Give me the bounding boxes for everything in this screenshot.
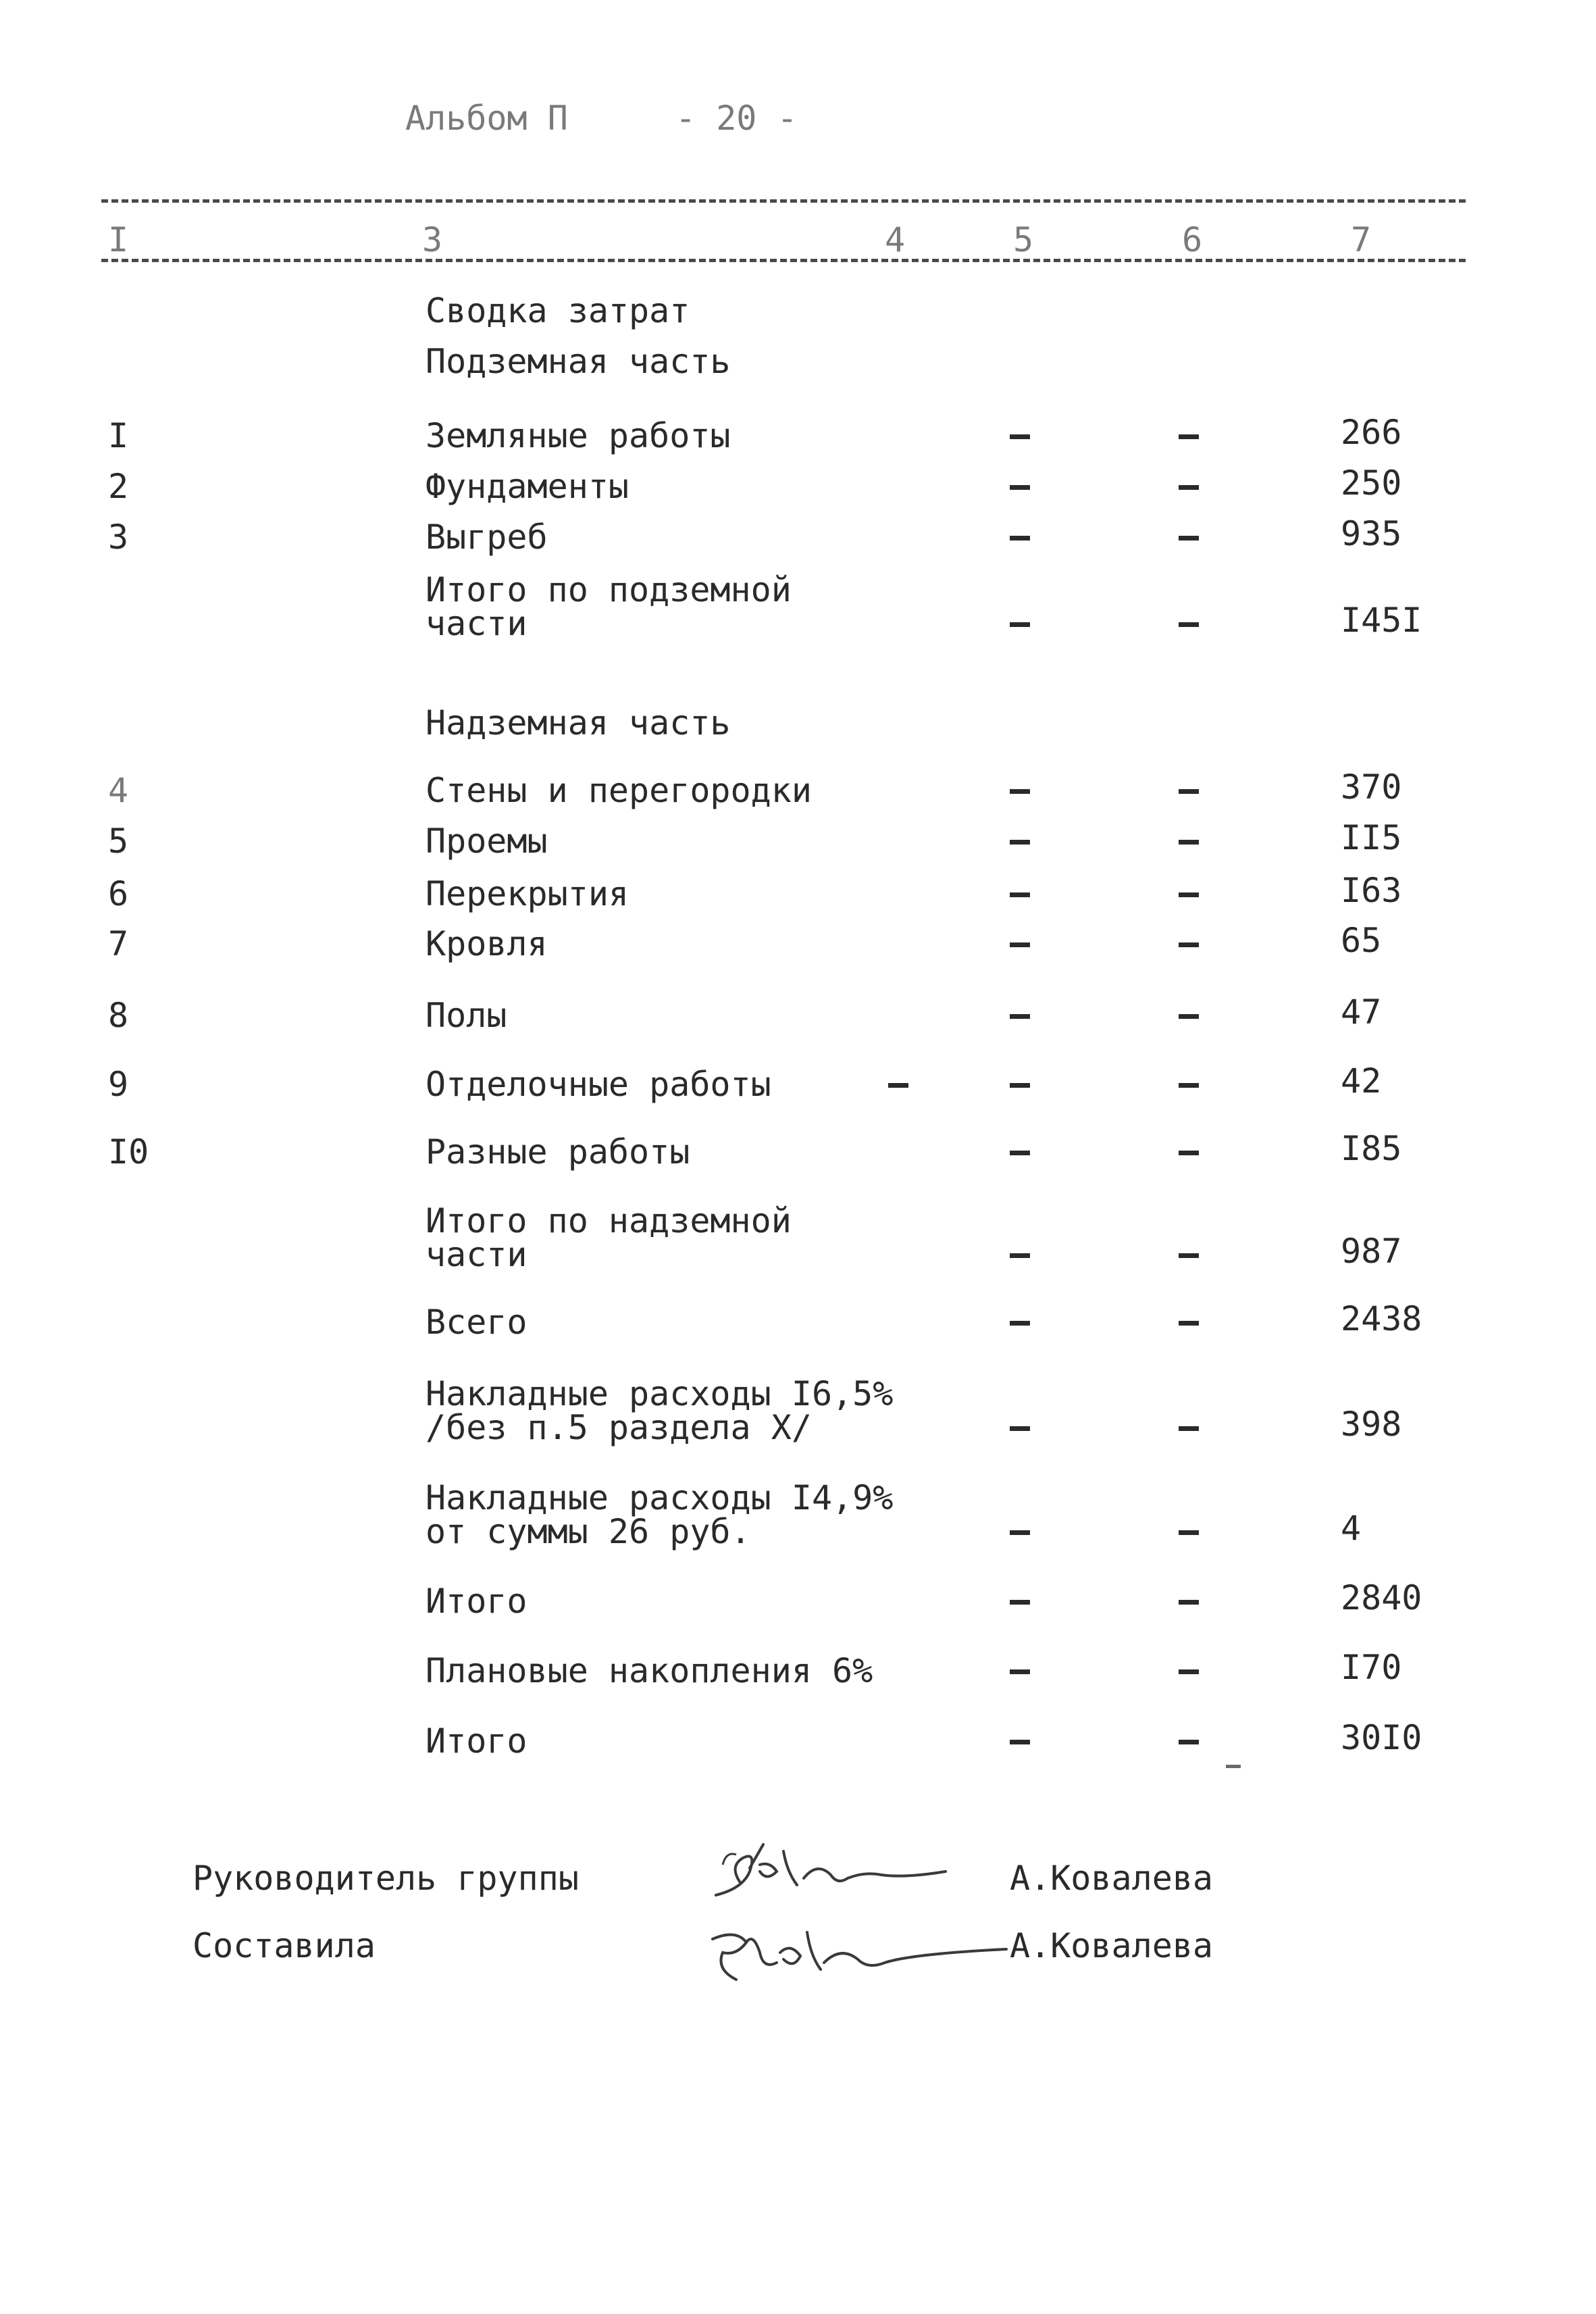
row-value: 935 bbox=[1341, 514, 1402, 553]
col5-dash bbox=[1010, 1321, 1030, 1326]
col6-dash bbox=[1179, 1151, 1199, 1155]
col6-dash bbox=[1179, 536, 1199, 540]
summary-name: Всего bbox=[426, 1303, 527, 1342]
col6-dash bbox=[1179, 434, 1199, 439]
subsection-title-aboveground: Надземная часть bbox=[426, 703, 731, 743]
col6-dash bbox=[1179, 1083, 1199, 1088]
col5-dash bbox=[1010, 1669, 1030, 1674]
col6-dash bbox=[1179, 1426, 1199, 1431]
col4-dash bbox=[888, 1083, 908, 1088]
col5-dash bbox=[1010, 434, 1030, 439]
subsection-title-underground: Подземная часть bbox=[426, 342, 731, 381]
col6-dash bbox=[1179, 1669, 1199, 1674]
row-name: Стены и перегородки bbox=[426, 771, 812, 810]
row-number: 2 bbox=[108, 467, 129, 506]
row-number: 3 bbox=[108, 518, 129, 557]
row-name: Проемы bbox=[426, 822, 548, 861]
col-header-6: 6 bbox=[1182, 220, 1203, 259]
col5-dash bbox=[1010, 1253, 1030, 1258]
row-name: Кровля bbox=[426, 924, 548, 963]
summary-name-line1: Накладные расходы I4,9% bbox=[426, 1478, 894, 1517]
col5-dash bbox=[1010, 1600, 1030, 1605]
row-value: 370 bbox=[1341, 768, 1402, 807]
row-name: Фундаменты bbox=[426, 467, 629, 506]
col5-dash bbox=[1010, 1151, 1030, 1155]
col-header-3: 3 bbox=[422, 220, 443, 259]
handwritten-signature-2 bbox=[696, 1905, 1020, 2000]
col5-dash bbox=[1010, 1014, 1030, 1019]
row-value: 65 bbox=[1341, 921, 1382, 960]
col5-dash bbox=[1010, 1426, 1030, 1431]
col5-dash bbox=[1010, 942, 1030, 947]
album-label: Альбом П bbox=[405, 99, 568, 138]
row-name: Полы bbox=[426, 996, 507, 1035]
row-value: 42 bbox=[1341, 1061, 1382, 1101]
summary-name: Плановые накопления 6% bbox=[426, 1651, 873, 1690]
signature-name: А.Ковалева bbox=[1010, 1926, 1214, 1965]
total-name-line2: части bbox=[426, 604, 527, 643]
col-header-7: 7 bbox=[1351, 220, 1372, 259]
total-name-line2: части bbox=[426, 1235, 527, 1274]
col6-dash bbox=[1179, 942, 1199, 947]
col6-dash bbox=[1179, 840, 1199, 845]
col-header-1: I bbox=[108, 220, 129, 259]
col5-dash bbox=[1010, 622, 1030, 627]
summary-name: Итого bbox=[426, 1582, 527, 1621]
row-value: I70 bbox=[1341, 1648, 1402, 1687]
row-value: 47 bbox=[1341, 992, 1382, 1032]
row-value: 4 bbox=[1341, 1509, 1362, 1548]
row-value: 250 bbox=[1341, 463, 1402, 503]
col5-dash bbox=[1010, 536, 1030, 540]
section-title: Сводка затрат bbox=[426, 291, 690, 330]
row-number: 8 bbox=[108, 996, 129, 1035]
page-number: - 20 - bbox=[675, 99, 798, 138]
col-header-4: 4 bbox=[885, 220, 906, 259]
row-name: Разные работы bbox=[426, 1132, 690, 1172]
signature-role: Составила bbox=[192, 1926, 376, 1965]
total-name-line1: Итого по подземной bbox=[426, 570, 792, 609]
row-number: I bbox=[108, 416, 129, 455]
row-number: 6 bbox=[108, 874, 129, 913]
col5-dash bbox=[1010, 1083, 1030, 1088]
row-value: I85 bbox=[1341, 1129, 1402, 1168]
handwritten-signature-1 bbox=[702, 1824, 986, 1912]
row-value: I63 bbox=[1341, 871, 1402, 910]
row-number: I0 bbox=[108, 1132, 149, 1172]
col6-dash bbox=[1179, 1014, 1199, 1019]
row-number: 9 bbox=[108, 1065, 129, 1104]
signature-name: А.Ковалева bbox=[1010, 1859, 1214, 1898]
col6-dash bbox=[1179, 1600, 1199, 1605]
col-header-5: 5 bbox=[1013, 220, 1034, 259]
row-name: Отделочные работы bbox=[426, 1065, 771, 1104]
row-name: Земляные работы bbox=[426, 416, 731, 455]
summary-name-line2: от суммы 26 руб. bbox=[426, 1512, 751, 1551]
stray-mark bbox=[1226, 1765, 1241, 1768]
col5-dash bbox=[1010, 892, 1030, 897]
col5-dash bbox=[1010, 840, 1030, 845]
row-name: Перекрытия bbox=[426, 874, 629, 913]
col5-dash bbox=[1010, 1530, 1030, 1535]
row-value: 266 bbox=[1341, 413, 1402, 452]
row-value: 987 bbox=[1341, 1232, 1402, 1271]
row-number: 4 bbox=[108, 771, 129, 810]
col6-dash bbox=[1179, 485, 1199, 490]
summary-name-line2: /без п.5 раздела X/ bbox=[426, 1408, 812, 1447]
col6-dash bbox=[1179, 1740, 1199, 1744]
col6-dash bbox=[1179, 622, 1199, 627]
col5-dash bbox=[1010, 789, 1030, 794]
row-number: 5 bbox=[108, 822, 129, 861]
col6-dash bbox=[1179, 1530, 1199, 1535]
row-value: 2438 bbox=[1341, 1299, 1422, 1338]
row-value: 2840 bbox=[1341, 1578, 1422, 1617]
row-name: Выгреб bbox=[426, 518, 548, 557]
total-name-line1: Итого по надземной bbox=[426, 1201, 792, 1240]
summary-name: Итого bbox=[426, 1721, 527, 1761]
row-value: I45I bbox=[1341, 601, 1422, 640]
col6-dash bbox=[1179, 789, 1199, 794]
row-value: II5 bbox=[1341, 818, 1402, 857]
header-rule-top bbox=[101, 199, 1466, 203]
signature-role: Руководитель группы bbox=[192, 1859, 579, 1898]
summary-name-line1: Накладные расходы I6,5% bbox=[426, 1374, 894, 1413]
col5-dash bbox=[1010, 485, 1030, 490]
header-rule-bottom bbox=[101, 259, 1466, 262]
col6-dash bbox=[1179, 1321, 1199, 1326]
row-value: 30I0 bbox=[1341, 1718, 1422, 1757]
row-value: 398 bbox=[1341, 1405, 1402, 1444]
col5-dash bbox=[1010, 1740, 1030, 1744]
col6-dash bbox=[1179, 1253, 1199, 1258]
col6-dash bbox=[1179, 892, 1199, 897]
row-number: 7 bbox=[108, 924, 129, 963]
